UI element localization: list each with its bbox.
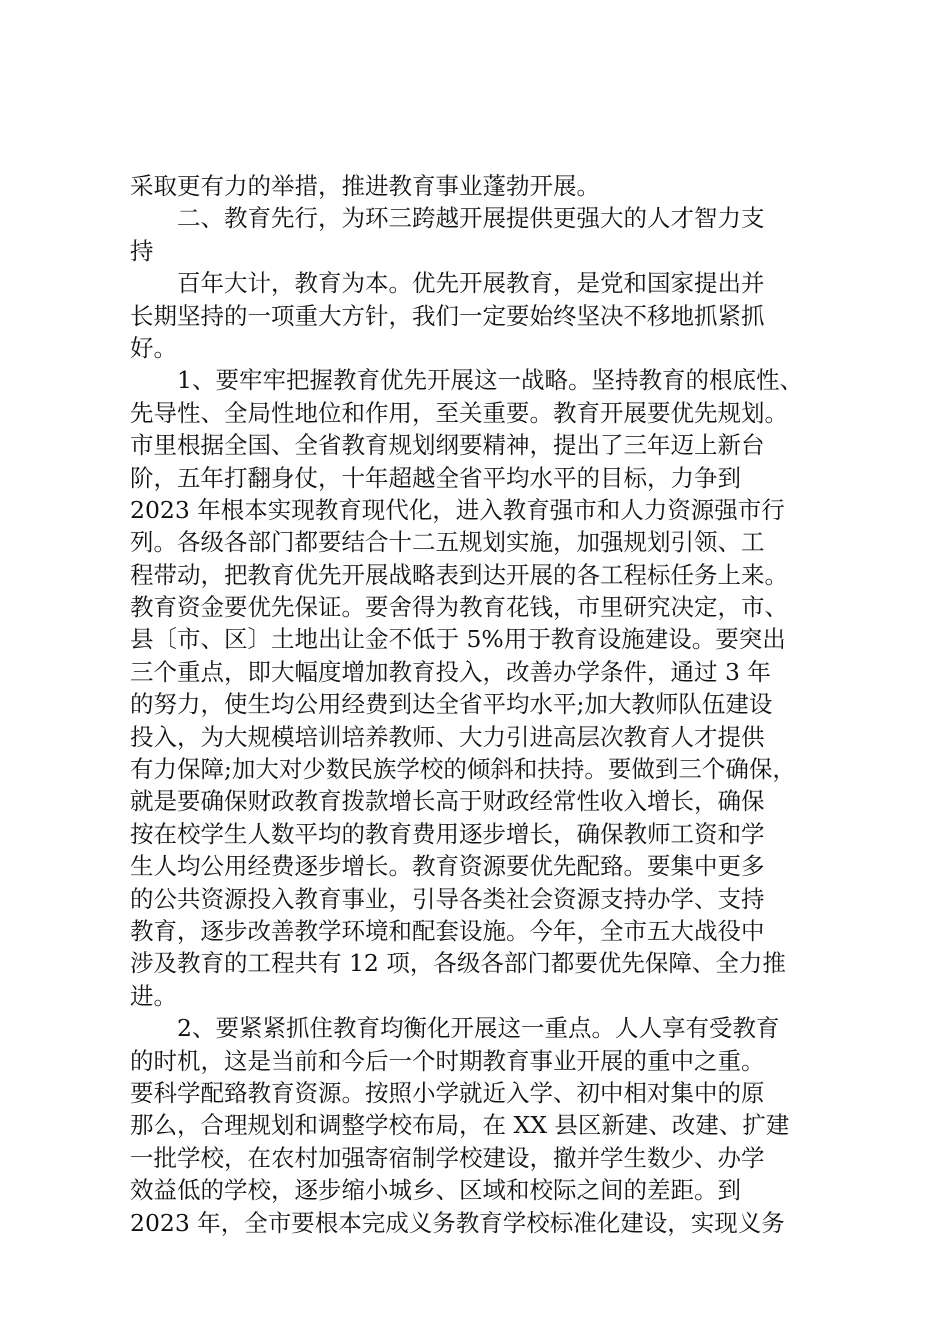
text-line: 2、要紧紧抓住教育均衡化开展这一重点。人人享有受教育 (177, 1014, 780, 1043)
text-line: 的时机，这是当前和今后一个时期教育事业开展的重中之重。 (130, 1046, 765, 1075)
text-line: 2023 年，全市要根本完成义务教育学校标准化建设，实现义务 (130, 1208, 785, 1237)
text-line: 长期坚持的一项重大方针，我们一定要始终坚决不移地抓紧抓 (130, 301, 765, 330)
text-line: 涉及教育的工程共有 12 项，各级各部门都要优先保障、全力推 (130, 949, 786, 978)
text-line: 持 (130, 236, 154, 265)
text-line: 市里根据全国、全省教育规划纲要精神，提出了三年迈上新台 (130, 431, 765, 460)
text-line: 百年大计，教育为本。优先开展教育，是党和国家提出并 (177, 269, 765, 298)
text-line: 按在校学生人数平均的教育费用逐步增长，确保教师工资和学 (130, 819, 765, 848)
text-line: 二、教育先行，为环三跨越开展提供更强大的人才智力支 (177, 204, 765, 233)
text-line: 1、要牢牢把握教育优先开展这一战略。坚持教育的根底性、 (177, 366, 803, 395)
text-line: 好。 (130, 333, 177, 362)
text-line: 阶，五年打翻身仗，十年超越全省平均水平的目标，力争到 (130, 463, 741, 492)
text-line: 那么，合理规划和调整学校布局，在 XX 县区新建、改建、扩建 (130, 1111, 790, 1140)
text-line: 生人均公用经费逐步增长。教育资源要优先配臵。要集中更多 (130, 852, 765, 881)
text-line: 进。 (130, 981, 177, 1010)
text-line: 教育，逐步改善教学环境和配套设施。今年，全市五大战役中 (130, 916, 765, 945)
text-line: 的公共资源投入教育事业，引导各类社会资源支持办学、支持 (130, 884, 765, 913)
text-line: 有力保障;加大对少数民族学校的倾斜和扶持。要做到三个确保， (130, 755, 796, 784)
text-line: 程带动，把教育优先开展战略表到达开展的各工程标任务上来。 (130, 560, 788, 589)
text-line: 2023 年根本实现教育现代化，进入教育强市和人力资源强市行 (130, 495, 785, 524)
text-line: 县〔市、区〕土地出让金不低于 5%用于教育设施建设。要突出 (130, 625, 786, 654)
text-line: 投入，为大规模培训培养教师、大力引进高层次教育人才提供 (130, 722, 765, 751)
text-line: 采取更有力的举措，推进教育事业蓬勃开展。 (130, 172, 600, 200)
text-line: 一批学校，在农村加强寄宿制学校建设，撤并学生数少、办学 (130, 1143, 765, 1172)
text-line: 列。各级各部门都要结合十二五规划实施，加强规划引领、工 (130, 528, 765, 557)
text-line: 教育资金要优先保证。要舍得为教育花钱，市里研究决定，市、 (130, 593, 788, 622)
text-line: 先导性、全局性地位和作用，至关重要。教育开展要优先规划。 (130, 398, 788, 427)
text-line: 三个重点，即大幅度增加教育投入，改善办学条件，通过 3 年 (130, 657, 771, 686)
document-body (130, 170, 830, 1239)
text-line: 就是要确保财政教育拨款增长高于财政经常性收入增长，确保 (130, 787, 765, 816)
text-line: 效益低的学校，逐步缩小城乡、区域和校际之间的差距。到 (130, 1176, 741, 1205)
text-line: 要科学配臵教育资源。按照小学就近入学、初中相对集中的原 (130, 1078, 765, 1107)
text-line: 的努力，使生均公用经费到达全省平均水平;加大教师队伍建设 (130, 690, 773, 719)
